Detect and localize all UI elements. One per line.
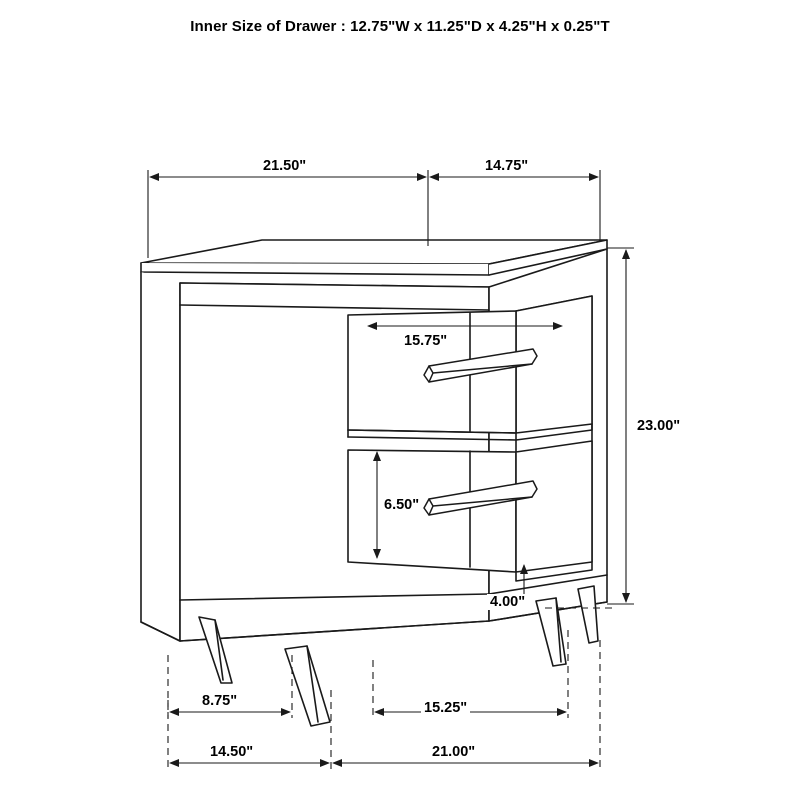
- dim-label-top-left-width: 21.50": [260, 158, 309, 174]
- dim-label-top-right-depth: 14.75": [482, 158, 531, 174]
- dim-label-drawer-front-width: 15.75": [401, 333, 450, 349]
- page-title: Inner Size of Drawer : 12.75"W x 11.25"D x 4.25"H x 0.25"T: [190, 18, 610, 35]
- dim-label-leg-spread-front: 15.25": [421, 700, 470, 716]
- dim-label-leg-spread-left: 8.75": [199, 693, 240, 709]
- dim-label-drawer-stack-height: 6.50": [381, 497, 422, 513]
- dim-label-base-depth: 14.50": [207, 744, 256, 760]
- nightstand-body: [141, 240, 607, 726]
- dim-label-overall-height: 23.00": [634, 418, 683, 434]
- dim-label-leg-height: 4.00": [487, 594, 528, 610]
- dim-label-base-width: 21.00": [429, 744, 478, 760]
